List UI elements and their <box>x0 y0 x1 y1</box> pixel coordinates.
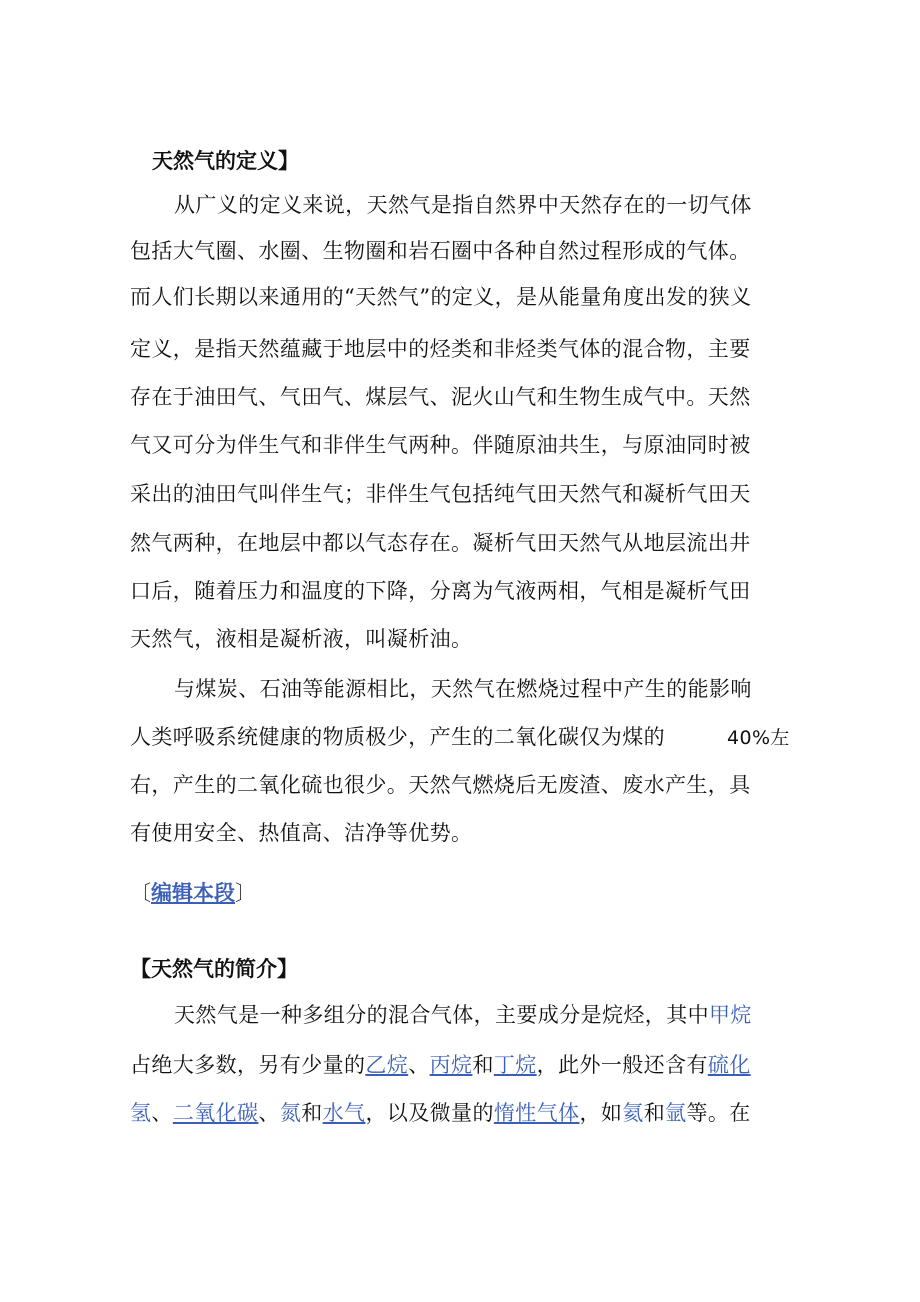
link-propane[interactable]: 丙烷 <box>429 1053 473 1077</box>
paragraph-line: 而人们长期以来通用的“天然气”的定义，是从能量角度出发的狭义 <box>130 285 752 309</box>
paragraph-line: 口后，随着压力和温度的下降，分离为气液两相，气相是凝析气田 <box>130 579 751 603</box>
percentage-text: 40%左 <box>727 727 790 749</box>
paragraph-line <box>130 1098 751 1128</box>
bracket-close: 〕 <box>235 881 256 905</box>
paragraph-line: 右，产生的二氧化硫也很少。天然气燃烧后无废渣、废水产生，具 <box>130 773 751 797</box>
paragraph-line <box>130 722 790 753</box>
separator-text: 、 <box>151 1101 173 1125</box>
link-hydrogen-sulfide[interactable]: 硫化 <box>707 1053 751 1077</box>
paragraph-line <box>130 1050 751 1080</box>
paragraph-text: 等。在 <box>686 1101 751 1125</box>
paragraph-line: 有使用安全、热值高、洁净等优势。 <box>130 821 473 845</box>
edit-section-link[interactable]: 编辑本段 <box>151 880 235 905</box>
link-argon[interactable]: 氩 <box>665 1101 687 1125</box>
separator-text: 和 <box>643 1101 666 1125</box>
link-water-vapor[interactable]: 水气 <box>322 1101 366 1125</box>
section-heading-definition: 天然气的定义】 <box>152 148 299 173</box>
paragraph-line: 定义，是指天然蕴藏于地层中的烃类和非烃类气体的混合物，主要 <box>130 337 751 361</box>
separator-text: 、 <box>408 1053 430 1077</box>
link-ethane[interactable]: 乙烷 <box>365 1053 409 1077</box>
paragraph-text: ，以及微量的 <box>365 1101 494 1125</box>
paragraph-line: 包括大气圈、水圈、生物圈和岩石圈中各种自然过程形成的气体。 <box>130 239 751 263</box>
link-hydrogen-sulfide-cont[interactable]: 氢 <box>130 1101 152 1125</box>
paragraph-line: 气又可分为伴生气和非伴生气两种。伴随原油共生，与原油同时被 <box>130 433 751 457</box>
paragraph-line <box>174 1000 752 1030</box>
link-butane[interactable]: 丁烷 <box>493 1053 537 1077</box>
paragraph-line: 然气两种，在地层中都以气态存在。凝析气田天然气从地层流出井 <box>130 531 751 555</box>
paragraph-line: 采出的油田气叫伴生气；非伴生气包括纯气田天然气和凝析气田天 <box>130 482 751 506</box>
paragraph-text: 人类呼吸系统健康的物质极少，产生的二氧化碳仅为煤的 <box>130 725 665 749</box>
paragraph-line: 天然气，液相是凝析液，叫凝析油。 <box>130 627 473 651</box>
link-methane[interactable]: 甲烷 <box>709 1003 752 1027</box>
bracket-open: 〔 <box>130 881 151 905</box>
separator-text: 和 <box>301 1101 323 1125</box>
paragraph-line: 与煤炭、石油等能源相比，天然气在燃烧过程中产生的能影响 <box>174 677 752 701</box>
link-nitrogen[interactable]: 氮 <box>279 1101 302 1125</box>
paragraph-text: ，如 <box>579 1101 623 1125</box>
paragraph-line: 从广义的定义来说，天然气是指自然界中天然存在的一切气体 <box>174 193 752 217</box>
paragraph-text: 天然气是一种多组分的混合气体，主要成分是烷烃，其中 <box>174 1003 709 1027</box>
link-carbon-dioxide[interactable]: 二氧化碳 <box>172 1101 259 1125</box>
paragraph-text: ，此外一般还含有 <box>536 1053 708 1077</box>
paragraph-line: 存在于油田气、气田气、煤层气、泥火山气和生物生成气中。天然 <box>130 385 751 409</box>
link-inert-gas[interactable]: 惰性气体 <box>493 1101 580 1125</box>
separator-text: 、 <box>258 1101 280 1125</box>
separator-text: 和 <box>472 1053 494 1077</box>
link-helium[interactable]: 氦 <box>622 1101 644 1125</box>
section-heading-intro: 【天然气的简介】 <box>130 956 298 981</box>
edit-section <box>130 878 256 908</box>
paragraph-text: 占绝大多数，另有少量的 <box>130 1053 366 1077</box>
